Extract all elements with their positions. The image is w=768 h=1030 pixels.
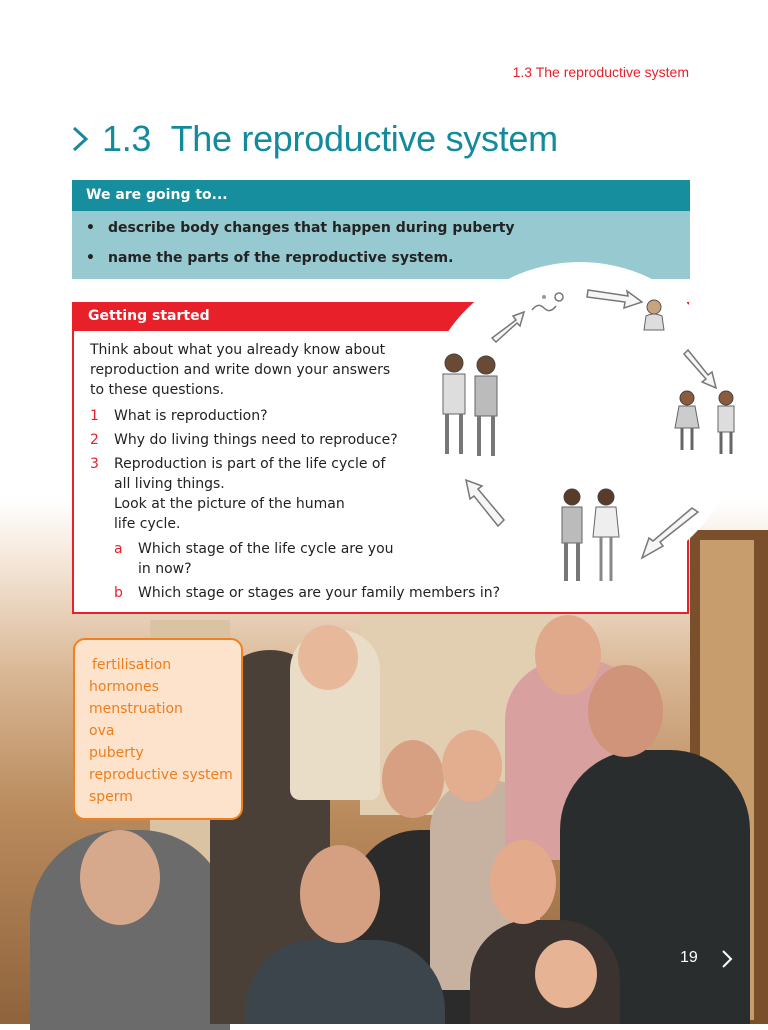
cycle-arrow xyxy=(587,290,642,308)
sperm-egg-icon xyxy=(532,293,563,311)
older-woman-head xyxy=(535,615,601,695)
sub-question-text: Which stage or stages are your family members in? xyxy=(138,585,501,601)
child-girl-figure xyxy=(675,391,699,450)
cycle-arrow xyxy=(492,312,524,342)
keyword: reproductive system xyxy=(89,767,233,783)
child-boy-figure xyxy=(718,391,734,454)
grandmother-head xyxy=(80,830,160,925)
question-text: Why do living things need to reproduce? xyxy=(114,432,398,448)
sub-question-line: Which stage of the life cycle are you xyxy=(138,541,394,557)
keyword: sperm xyxy=(89,789,133,805)
man-glasses-head xyxy=(300,845,380,943)
baby-figure xyxy=(644,300,664,330)
adult-woman-figure xyxy=(475,356,497,456)
running-head: 1.3 The reproductive system xyxy=(512,64,689,80)
chevron-right-icon[interactable] xyxy=(720,948,734,970)
intro-line: Think about what you already know about xyxy=(90,342,386,358)
baby-head xyxy=(535,940,597,1008)
question-number: 1 xyxy=(90,408,99,424)
question-line: all living things. xyxy=(114,476,225,492)
teen-girl-figure xyxy=(593,489,619,581)
question-text xyxy=(114,454,414,534)
keyword: menstruation xyxy=(89,701,183,717)
adult-man-figure xyxy=(443,354,465,454)
keyword: ova xyxy=(89,723,115,739)
title-label: The reproductive system xyxy=(170,118,558,159)
teen-boy-figure xyxy=(562,489,582,581)
getting-started-heading: Getting started xyxy=(72,302,477,331)
title-text xyxy=(102,118,558,160)
cycle-arrow xyxy=(684,350,716,388)
sub-question-letter: b xyxy=(114,585,123,601)
keyword: puberty xyxy=(89,745,144,761)
page-number: 19 xyxy=(680,949,698,966)
cycle-arrow xyxy=(466,480,504,526)
chevron-right-icon xyxy=(68,123,94,155)
goals-heading: We are going to... xyxy=(72,180,690,211)
question-line: life cycle. xyxy=(114,516,181,532)
sub-question-letter: a xyxy=(114,541,123,557)
keyword: fertilisation xyxy=(92,657,172,673)
sub-question-text xyxy=(138,539,394,579)
intro-text xyxy=(90,340,410,400)
intro-line: reproduction and write down your answers xyxy=(90,362,391,378)
title-number: 1.3 xyxy=(102,118,152,159)
man-glasses-figure xyxy=(245,940,445,1024)
question-line: Look at the picture of the human xyxy=(114,496,345,512)
question-line: Reproduction is part of the life cycle of xyxy=(114,456,386,472)
life-cycle-illustration xyxy=(420,280,750,600)
question-text: What is reproduction? xyxy=(114,408,268,424)
goal-item: • name the parts of the reproductive system. xyxy=(108,246,690,276)
question-number: 2 xyxy=(90,432,99,448)
girl-head xyxy=(442,730,502,802)
page-title xyxy=(68,118,558,160)
goal-item: • describe body changes that happen during puberty xyxy=(108,216,690,246)
sub-question-line: in now? xyxy=(138,561,192,577)
intro-line: to these questions. xyxy=(90,382,225,398)
toddler-head xyxy=(298,625,358,690)
keywords-box xyxy=(73,638,243,820)
keyword: hormones xyxy=(89,679,159,695)
cycle-arrow xyxy=(642,508,698,558)
grandfather-head xyxy=(588,665,663,757)
question-number: 3 xyxy=(90,456,99,472)
woman-front-head xyxy=(490,840,556,924)
